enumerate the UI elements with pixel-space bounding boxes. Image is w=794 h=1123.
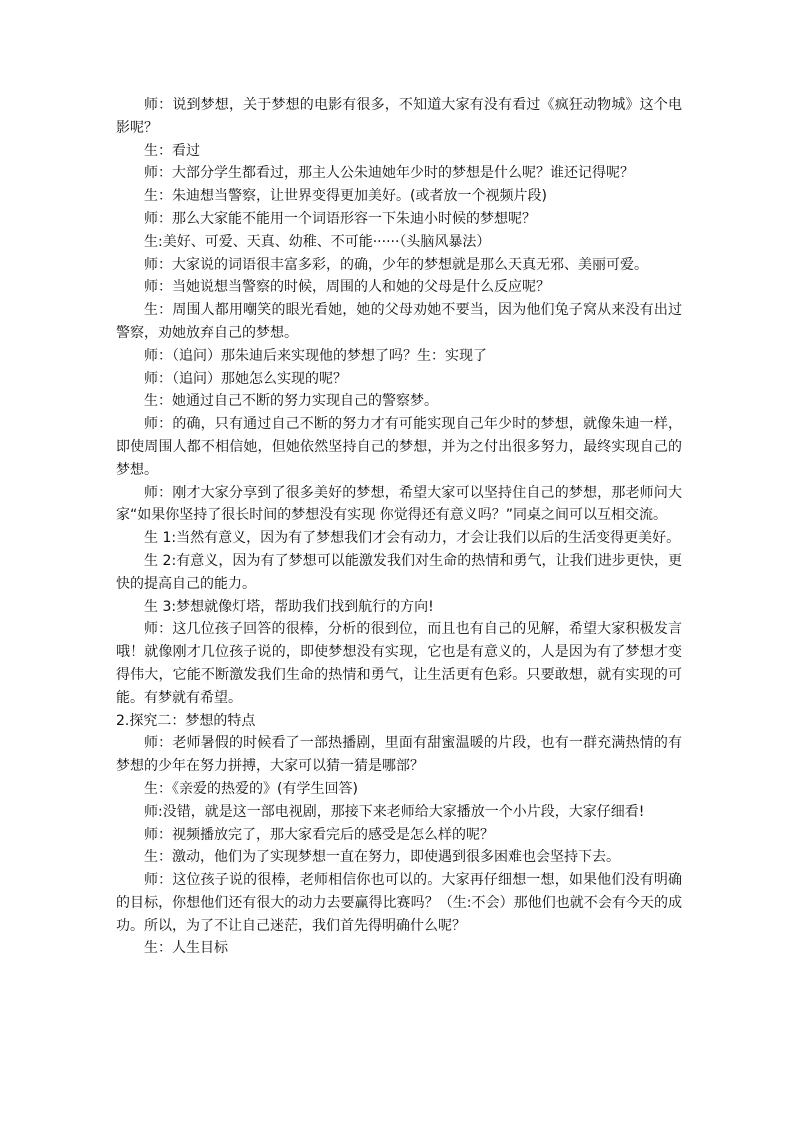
paragraph: 生：朱迪想当警察，让世界变得更加美好。(或者放一个视频片段) <box>144 188 547 205</box>
paragraph: 师：大部分学生都看过，那主人公朱迪她年少时的梦想是什么呢？谁还记得呢？ <box>144 165 634 182</box>
paragraph: 师：刚才大家分享到了很多美好的梦想，希望大家可以坚持住自己的梦想，那老师问大家“如果你坚持了很长时间的梦想没有实现 你觉得还有意义吗？”同桌之间可以互相交流。 <box>116 484 682 524</box>
paragraph: 生 1:当然有意义，因为有了梦想我们才会有动力，才会让我们以后的生活变得更美好。 <box>144 530 681 547</box>
paragraph: 师：（追问）那朱迪后来实现他的梦想了吗？生：实现了 <box>144 347 487 364</box>
paragraph: 师：视频播放完了，那大家看完后的感受是怎么样的呢？ <box>144 826 494 843</box>
paragraph: 师：这位孩子说的很棒，老师相信你也可以的。大家再仔细想一想，如果他们没有明确的目标，你想他们还有很大的动力去要赢得比赛吗？（生:不会）那他们也就不会有今天的成功。所以，为了不让自己迷茫，我们首先得明确什么呢？ <box>116 872 682 934</box>
paragraph: 师：说到梦想，关于梦想的电影有很多，不知道大家有没有看过《疯狂动物城》这个电影呢？ <box>116 97 682 136</box>
paragraph: 生 3:梦想就像灯塔，帮助我们找到航行的方向! <box>144 598 434 615</box>
paragraph: 生 2:有意义，因为有了梦想可以能激发我们对生命的热情和勇气，让我们进步更快，更快的提高自己的能力。 <box>116 552 682 592</box>
paragraph: 师：大家说的词语很丰富多彩，的确，少年的梦想就是那么天真无邪、美丽可爱。 <box>144 256 648 273</box>
paragraph: 师：当她说想当警察的时候，周围的人和她的父母是什么反应呢？ <box>144 279 550 296</box>
lesson-transcript <box>116 94 682 960</box>
paragraph: 生：她通过自己不断的努力实现自己的警察梦。 <box>144 393 438 410</box>
paragraph: 师：那么大家能不能用一个词语形容一下朱迪小时候的梦想呢？ <box>144 210 536 227</box>
paragraph: 生：周围人都用嘲笑的眼光看她，她的父母劝她不要当，因为他们兔子窝从来没有出过警察，劝她放弃自己的梦想。 <box>116 302 682 341</box>
paragraph: 生：人生目标 <box>144 940 228 957</box>
paragraph: 生:美好、可爱、天真、幼稚、不可能······（头脑风暴法） <box>144 233 491 250</box>
paragraph: 师:没错，就是这一部电视剧，那接下来老师给大家播放一个小片段，大家仔细看! <box>144 803 645 820</box>
paragraph: 生：看过 <box>144 142 200 159</box>
paragraph: 师：的确，只有通过自己不断的努力才有可能实现自己年少时的梦想，就像朱迪一样，即使周围人都不相信她，但她依然坚持自己的梦想，并为之付出很多努力，最终实现自己的梦想。 <box>116 416 682 478</box>
paragraph: 生：《亲爱的热爱的》(有学生回答) <box>144 780 358 797</box>
paragraph: 生：激动，他们为了实现梦想一直在努力，即使遇到很多困难也会坚持下去。 <box>144 849 620 866</box>
paragraph: 师：老师暑假的时候看了一部热播剧，里面有甜蜜温暖的片段，也有一群充满热情的有梦想的少年在努力拼搏，大家可以猜一猜是哪部？ <box>116 735 682 775</box>
section-heading: 2.探究二：梦想的特点 <box>116 712 256 729</box>
paragraph: 师：（追问）那她怎么实现的呢？ <box>144 370 347 387</box>
paragraph: 师：这几位孩子回答的很棒，分析的很到位，而且也有自己的见解，希望大家积极发言哦！就像刚才几位孩子说的，即使梦想没有实现，它也是有意义的，人是因为有了梦想才变得伟大，它能不断激发我们生命的热情和勇气，让生活更有色彩。只要敢想，就有实现的可能。有梦就有希望。 <box>116 621 682 706</box>
